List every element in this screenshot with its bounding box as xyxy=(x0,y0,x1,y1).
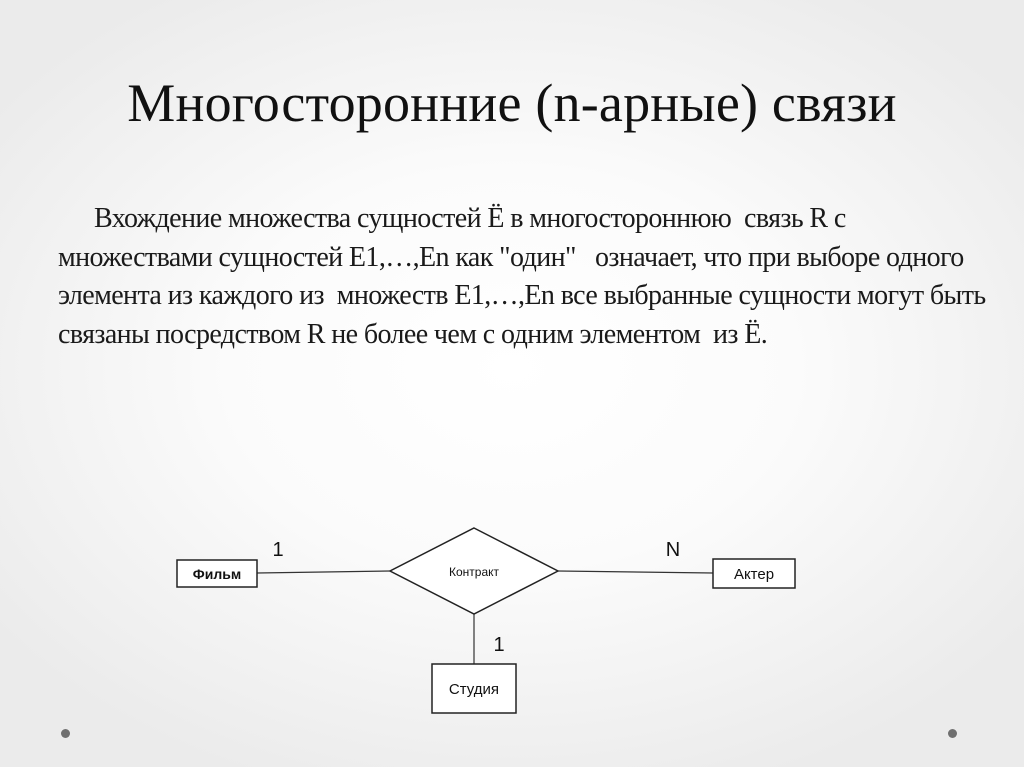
entity-film xyxy=(177,560,257,587)
slide-title: Многосторонние (n-арные) связи xyxy=(127,73,897,133)
cardinality-film: 1 xyxy=(272,539,284,561)
slide-nav-dot-right xyxy=(948,729,957,738)
actor-connector-line xyxy=(558,571,713,573)
film-connector-line xyxy=(257,571,390,573)
relationship-diamond-contract xyxy=(390,528,558,614)
entity-actor xyxy=(713,559,795,588)
cardinality-actor: N xyxy=(665,539,681,561)
cardinality-studio: 1 xyxy=(493,634,505,656)
slide-body-text: Вхождение множества сущностей Ё в многостороннюю связь R с множествами сущностей E1,…,En как "один" означает, что при выборе одного элемента из каждого из множеств E1,…,En все выбранные сущности могут быть связаны посредством R не более чем с одним элементом из Ё. xyxy=(58,203,999,350)
relationship-label: Контракт xyxy=(448,565,500,579)
entity-studio-label: Студия xyxy=(448,681,500,698)
entity-actor-label: Актер xyxy=(733,566,775,583)
entity-film-label: Фильм xyxy=(192,566,242,582)
entity-studio xyxy=(432,664,516,713)
slide-nav-dot-left xyxy=(61,729,70,738)
